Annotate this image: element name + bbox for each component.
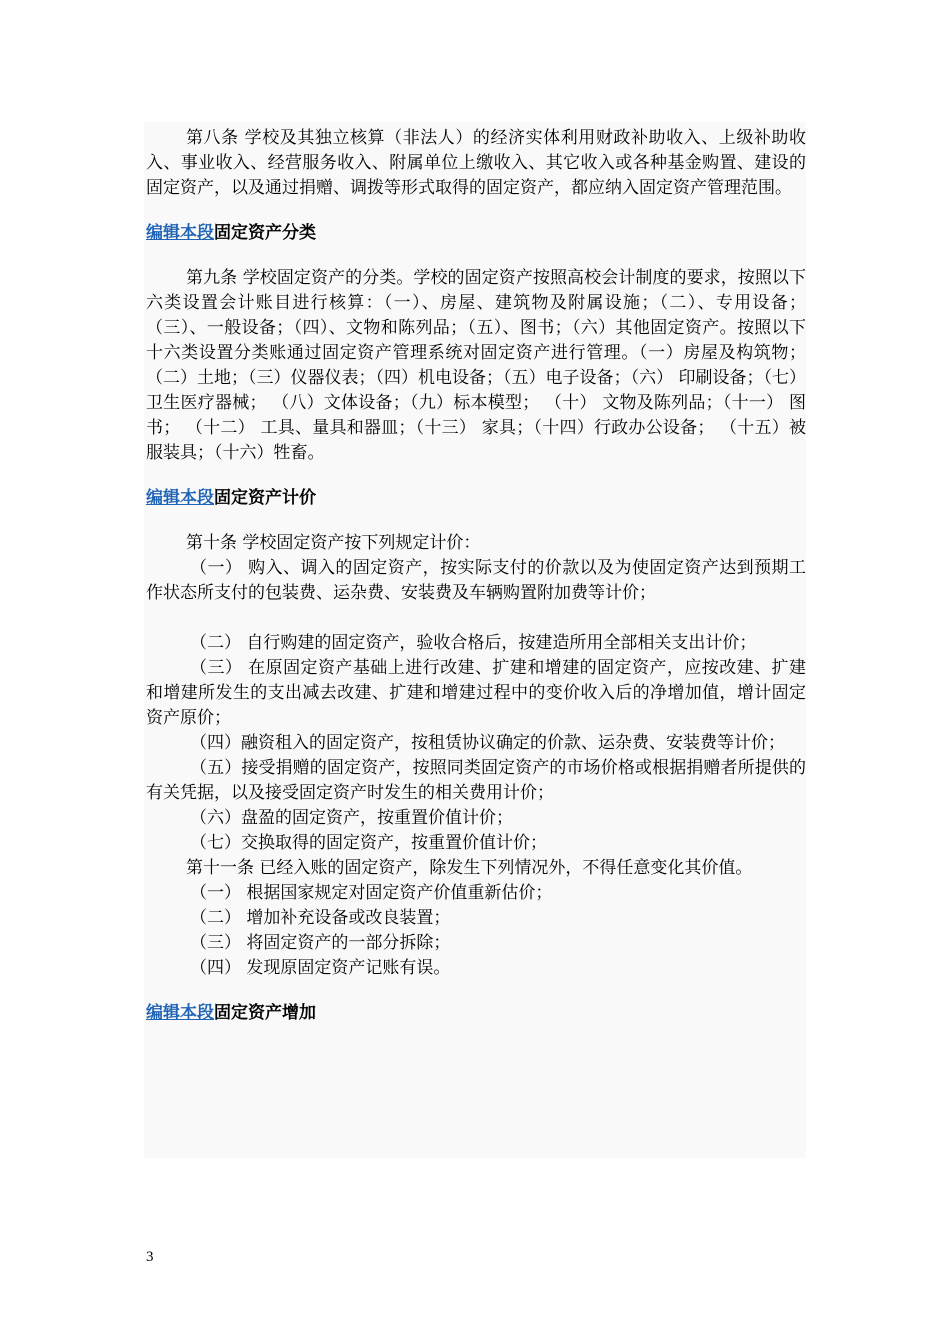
article-11-item: （四） 发现原固定资产记账有误。 [190,958,451,978]
edit-section-link[interactable]: 编辑本段 [146,488,214,508]
article-8: 第八条 学校及其独立核算（非法人）的经济实体利用财政补助收入、上级补助收入、事业收入、经营服务收入、附属单位上缴收入、其它收入或各种基金购置、建设的固定资产，以及通过捐赠、调拨等形式取得的固定资产，都应纳入固定资产管理范围。 [146,128,806,198]
section-heading-valuation [146,486,806,511]
article-11-item: （一） 根据国家规定对固定资产价值重新估价； [190,883,553,903]
article-10-item: （五）接受捐赠的固定资产，按照同类固定资产的市场价格或根据捐赠者所提供的有关凭据，以及接受固定资产时发生的相关费用计价； [146,758,806,803]
edit-section-link[interactable]: 编辑本段 [146,223,214,243]
section-title: 固定资产计价 [214,488,316,508]
article-10-item: （六）盘盈的固定资产，按重置价值计价； [190,808,513,828]
article-11-item: （二） 增加补充设备或改良装置； [190,908,451,928]
edit-section-link[interactable]: 编辑本段 [146,1003,214,1023]
article-10-item: （一） 购入、调入的固定资产，按实际支付的价款以及为使固定资产达到预期工作状态所支付的包装费、运杂费、安装费及车辆购置附加费等计价； [146,558,806,603]
article-10-item: （二） 自行购建的固定资产，验收合格后，按建造所用全部相关支出计价； [190,633,757,653]
blank-line [146,606,806,631]
article-11-intro: 第十一条 已经入账的固定资产，除发生下列情况外，不得任意变化其价值。 [186,858,753,878]
article-10-item: （四）融资租入的固定资产，按租赁协议确定的价款、运杂费、安装费等计价； [190,733,785,753]
article-10-item: （三） 在原固定资产基础上进行改建、扩建和增建的固定资产，应按改建、扩建和增建所发生的支出减去改建、扩建和增建过程中的变价收入后的净增加值，增计固定资产原价； [146,658,806,728]
article-11-item: （三） 将固定资产的一部分拆除； [190,933,451,953]
section-title: 固定资产分类 [214,223,316,243]
document-body [146,126,806,1046]
page-number: 3 [146,1249,154,1265]
section-heading-classification [146,221,806,246]
section-heading-increase [146,1001,806,1026]
article-10-item: （七）交换取得的固定资产，按重置价值计价； [190,833,547,853]
article-9: 第九条 学校固定资产的分类。学校的固定资产按照高校会计制度的要求，按照以下六类设置会计账目进行核算：（一）、房屋、建筑物及附属设施；（二）、专用设备；（三）、一般设备；（四）、文物和陈列品；（五）、图书；（六）其他固定资产。按照以下十六类设置分类账通过固定资产管理系统对固定资产进行管理。（一）房屋及构筑物；（二）土地；（三）仪器仪表；（四）机电设备；（五）电子设备；（六） 印刷设备；（七）卫生医疗器械； （八）文体设备；（九）标本模型； （十） 文物及陈列品；（十一） 图书； （十二） 工具、量具和器皿；（十三） 家具；（十四）行政办公设备； （十五）被服装具；（十六）牲畜。 [146,268,806,463]
article-10-intro: 第十条 学校固定资产按下列规定计价： [186,533,481,553]
section-title: 固定资产增加 [214,1003,316,1023]
